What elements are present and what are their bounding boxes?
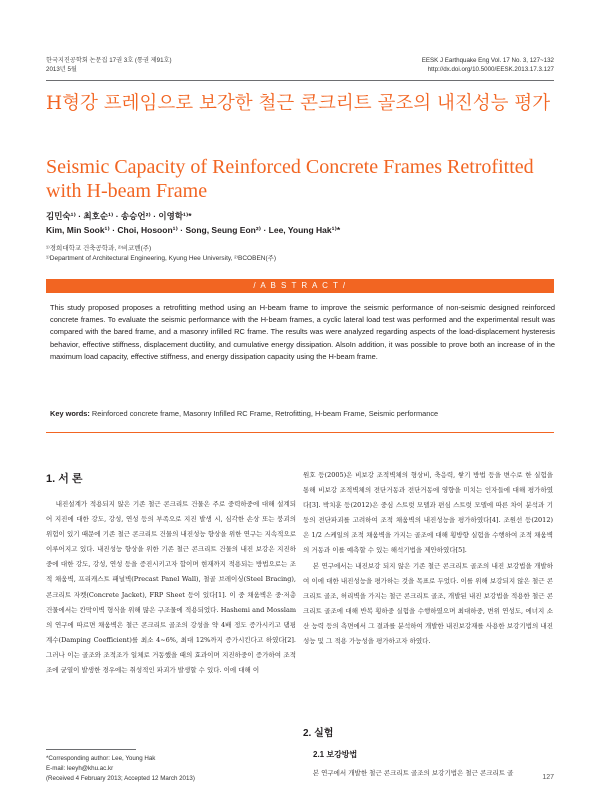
experiment-paragraph-1: 본 연구에서 개발한 철근 콘크리트 골조의 보강기법은 철근 콘크리트 골 [312, 769, 514, 777]
affiliation-korean: ¹⁾경희대학교 건축공학과, ²⁾비코벤(주) [46, 245, 152, 252]
intro-paragraph-1: 내진설계가 적용되지 않은 기존 철근 콘크리트 건물은 주로 중력하중에 대해 설계되어 지진에 대한 강도, 강성, 연성 등의 부족으로 지진 발생 시, 심각한 손상 또는 붕괴의 위험이 있기 때문에 기존 철근 콘크리트 건물의 내진성능 향상을 위한 연구는 지속적으로 이루어지고 있다. 내진성능 향상을 위한 기존 철근 콘크리트 건물의 내진 보강은 지진하중에 대한 강도, 강성, 연성 등을 증진시키고자 합이며 현재까지 적용되는 방법으로는 조적 채움벽, 프리캐스트 패널벽(Precast Panel Wall), 철골 브레이싱(Steel Bracing), 콘크리트 자켓(Concrete Jacket), FRP Sheet 등이 있다[1]. 이 중 채움벽은 중·저층 건물에서는 칸막이벽 형식을 위해 많은 구조물에 적용되었다. Hashemi and Mosslam의 연구에 따르면 채움벽은 철근 콘크리트 골조의 강성을 약 4배 정도 증가시키고 댐핑 계수(Damping Coefficient)를 최소 4~6%, 최대 12%까지 증가시킨다고 하였다[2]. 그러나 이는 골조와 조적조가 일체로 거동했을 때의 효과이며 지진하중이 증가하여 조적조에 균열이 발생한 경우에는 취성적인 파괴가 발생할 수 있다. 이에 대해 이 [46, 500, 296, 675]
authors-korean: 김민숙¹⁾ · 최호순¹⁾ · 송승언²⁾ · 이영학¹⁾* [46, 211, 192, 221]
journal-citation-en: EESK J Earthquake Eng Vol. 17 No. 3, 127~132 [421, 57, 554, 64]
footnote-corresponding-author: *Corresponding author: Lee, Young Hak [46, 755, 156, 762]
intro-paragraph-1-continued: 원호 등(2005)은 비보강 조적벽체의 형상비, 축응력, 쌓기 방법 등을 변수로 한 실험을 통해 비보강 조적벽체의 전단거동과 전단거동에 영향을 미치는 인자들에 대해 평가하였다[3]. 박치훈 등(2012)은 중심 스트럿 모델과 편심 스트럿 모델에 따른 차이 분석과 기둥의 전단파괴를 고려하여 조적 채움벽의 내진성능을 평가하였다[4]. 조원선 등(2012)은 1/2 스케일의 조적 채움벽을 가지는 골조에 대해 횡방향 실험을 수행하여 조적 채움벽의 거동과 이를 예측할 수 있는 해석기법을 제안하였다[5]. [303, 471, 553, 555]
affiliation-english: ¹⁾Department of Architectural Engineering, Kyung Hee University, ²⁾BCOBEN(주) [46, 255, 277, 262]
keywords [50, 409, 555, 418]
paper-title-english: Seismic Capacity of Reinforced Concrete Frames Retrofitted with H-beam Frame [46, 156, 534, 202]
page-number: 127 [542, 774, 554, 781]
abstract-divider [46, 432, 554, 433]
subsection-heading-retrofit-method: 2.1 보강방법 [313, 750, 358, 759]
abstract-body: This study proposed proposes a retrofitting method using an H-beam frame to improve the seismic performance of non-seismic designed reinforced concrete frames. To evaluate the seismic performance with the H-beam frames, a cyclic lateral load test was performed and the experimental result was compared with the bared frame, and a masonry infilled RC frame. The results was were analyzed regarding aspects of the load-displacement hysteresis behavior, effective stiffness, displacement ductility, and cumulative energy dissipation. AlsoIn addition, it was possible to prove both an increase of in the maximum load capacity, effective stiffness, and energy dissipation capacity using the H-beam frame. [50, 303, 555, 361]
footnote-received: (Received 4 February 2013; Accepted 12 March 2013) [46, 775, 195, 782]
journal-date-kr: 2013년 5월 [46, 66, 77, 73]
journal-name-kr: 한국지진공학회 논문집 17권 3호 (통권 제91호) [46, 57, 172, 64]
body-column-right [303, 468, 553, 649]
paper-title-korean: H형강 프레임으로 보강한 철근 콘크리트 골조의 내진성능 평가 [46, 93, 551, 114]
journal-header-right [422, 56, 554, 74]
doi-link[interactable]: http://dx.doi.org/10.5000/EESK.2013.17.3.127 [427, 66, 554, 73]
abstract-heading: / A B S T R A C T / [46, 279, 554, 293]
body-column-left [46, 497, 296, 678]
header-divider [46, 80, 554, 81]
section-heading-experiment: 2. 실험 [303, 728, 334, 739]
authors-english: Kim, Min Sook¹⁾ · Choi, Hosoon¹⁾ · Song, Seung Eon²⁾ · Lee, Young Hak¹⁾* [46, 225, 341, 235]
keywords-list: Reinforced concrete frame, Masonry Infilled RC Frame, Retrofitting, H-beam Frame, Seismic performance [91, 409, 439, 418]
footnote-email: E-mail: leeyh@khu.ac.kr [46, 765, 114, 772]
keywords-label: Key words: [50, 409, 90, 418]
intro-paragraph-2: 본 연구에서는 내진보강 되지 않은 기존 철근 콘크리트 골조의 내진 보강법을 개발하여 이에 대한 내진성능을 평가하는 것을 목표로 두었다. 이를 위해 보강되지 않은 철근 콘크리트 골조, 허리벽을 가지는 철근 콘크리트 골조, 개발된 내진 보강법을 적용한 철근 콘크리트 골조에 대해 반복 횡하중 실험을 수행하였으며 최대하중, 변위 연성도, 에너지 소산 능력 등의 측면에서 그 결과를 분석하여 개발한 내진보강재를 사용한 보강기법의 내진성능 및 그 적용 가능성을 평가하고자 하였다. [303, 561, 553, 646]
section-heading-introduction: 1. 서 론 [46, 473, 83, 485]
footnote-divider [46, 749, 136, 750]
journal-header-left [46, 56, 172, 74]
